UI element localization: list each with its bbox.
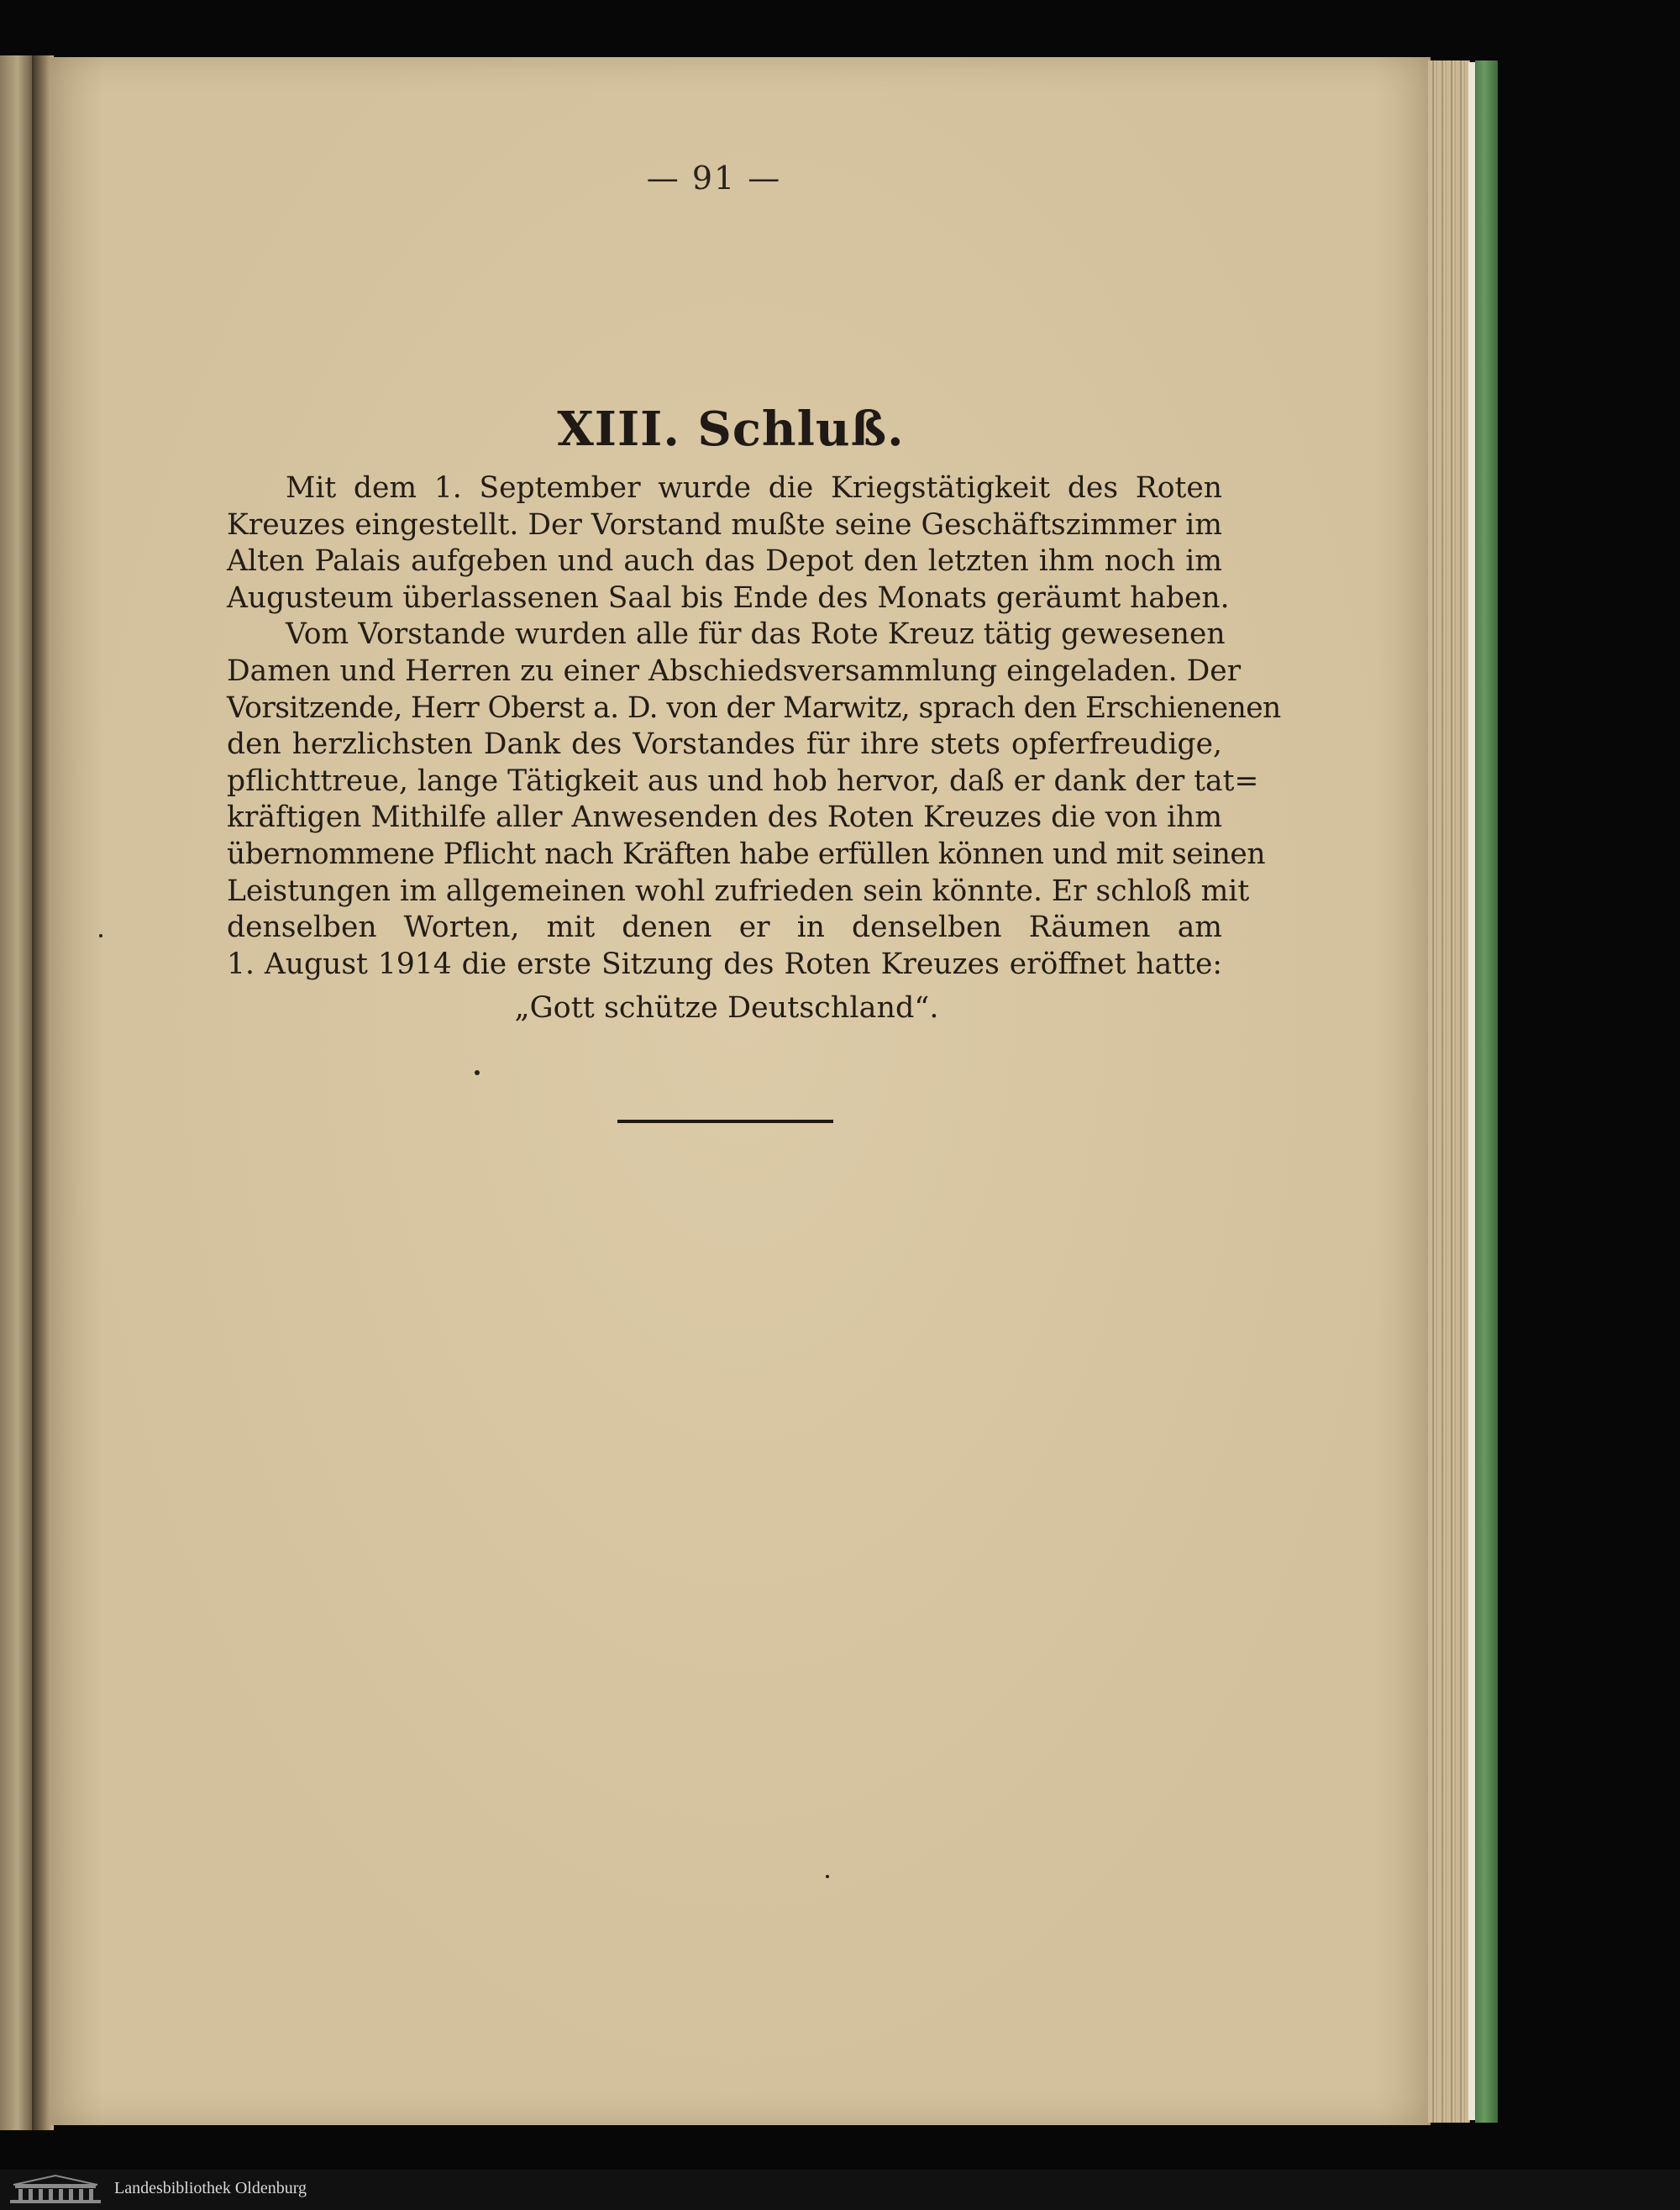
text-line: kräftigen Mithilfe aller Anwesenden des Roten Kreuzes die von ihm bbox=[227, 801, 1223, 835]
body-text bbox=[227, 470, 1281, 983]
end-rule bbox=[617, 1120, 833, 1123]
text-line: 1. August 1914 die erste Sitzung des Roten Kreuzes eröffnet hatte: bbox=[227, 947, 1222, 981]
page-number: — 91 — bbox=[646, 160, 782, 197]
section-heading: XIII. Schluß. bbox=[557, 402, 905, 457]
paragraph bbox=[227, 617, 1281, 983]
text-line: Vom Vorstande wurden alle für das Rote Kreuz tätig gewesenen bbox=[286, 617, 1226, 652]
book-page bbox=[49, 57, 1431, 2125]
text-line: Mit dem 1. September wurde die Kriegstätigkeit des Roten bbox=[286, 471, 1222, 505]
library-name: Landesbibliothek Oldenburg bbox=[114, 2179, 307, 2197]
text-line: Kreuzes eingestellt. Der Vorstand mußte seine Geschäftszimmer im bbox=[227, 507, 1222, 542]
endpaper-edge bbox=[1468, 62, 1475, 2120]
text-line: denselben Worten, mit denen er in denselben Räumen am bbox=[227, 911, 1222, 945]
paragraph bbox=[227, 470, 1230, 617]
text-line: den herzlichsten Dank des Vorstandes für ihre stets opferfreudige, bbox=[227, 727, 1222, 762]
text-line: Augusteum überlassenen Saal bis Ende des Monats geräumt haben. bbox=[227, 580, 1230, 615]
ink-speck bbox=[475, 1070, 480, 1075]
ink-speck bbox=[99, 934, 102, 937]
footer-bar bbox=[0, 2170, 1680, 2210]
facing-page-edge bbox=[0, 55, 32, 2130]
text-line: Vorsitzende, Herr Oberst a. D. von der Marwitz, sprach den Erschienenen bbox=[227, 690, 1281, 725]
ink-speck bbox=[826, 1875, 829, 1878]
text-line: pflichttreue, lange Tätigkeit aus und hob hervor, daß er dank der tat= bbox=[227, 764, 1259, 798]
closing-quote: „Gott schütze Deutschland“. bbox=[514, 991, 939, 1025]
page-stack-edges bbox=[1428, 60, 1470, 2123]
text-line: übernommene Pflicht nach Kräften habe erfüllen können und mit seinen bbox=[227, 837, 1266, 871]
text-line: Leistungen im allgemeinen wohl zufrieden sein könnte. Er schloß mit bbox=[227, 874, 1250, 908]
text-line: Damen und Herren zu einer Abschiedsversammlung eingeladen. Der bbox=[227, 654, 1242, 688]
text-line: Alten Palais aufgeben und auch das Depot den letzten ihm noch im bbox=[227, 544, 1222, 579]
book-cover-edge bbox=[1475, 60, 1498, 2123]
library-building-logo-icon bbox=[8, 2173, 102, 2205]
